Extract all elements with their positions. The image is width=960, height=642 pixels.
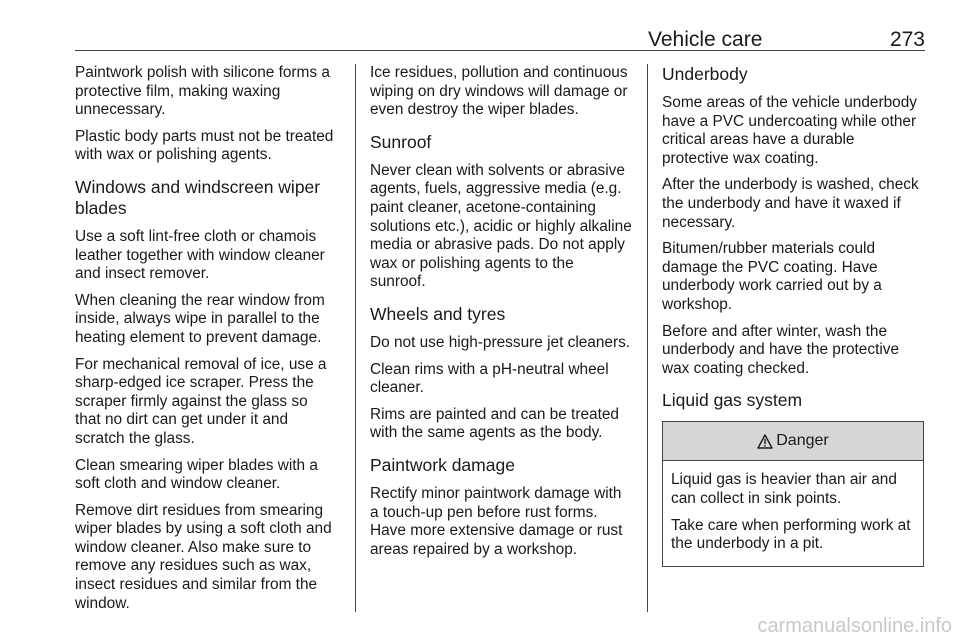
column-1 [75,64,337,621]
danger-box [662,421,924,566]
section-heading-underbody: Underbody [662,64,748,84]
body-paragraph: Paintwork polish with silicone forms a protective film, making waxing unnecessary. [75,64,330,119]
column-divider-1 [355,64,356,612]
body-paragraph: Some areas of the vehicle underbody have a PVC undercoating while other critical areas have a durable protective wax coating. [662,94,917,167]
danger-paragraph: Take care when performing work at the underbody in a pit. [671,516,911,553]
body-paragraph: Ice residues, pollution and continuous wiping on dry windows will damage or even destroy the wiper blades. [370,64,628,119]
section-heading-paintwork: Paintwork damage [370,454,515,475]
body-paragraph: Do not use high-pressure jet cleaners. [370,333,631,351]
body-paragraph: Rims are painted and can be treated with the same agents as the body. [370,405,619,442]
danger-header [663,422,923,461]
section-heading-liquid-gas: Liquid gas system [662,390,803,411]
body-paragraph: When cleaning the rear window from inside, always wipe in parallel to the heating element to prevent damage. [75,291,325,346]
section-heading-windows: Windows and windscreen wiper blades [75,176,321,218]
body-paragraph: Rectify minor paintwork damage with a touch-up pen before rust forms. Have more extensive damage or rust areas repaired by a workshop. [370,484,623,558]
header-rule [75,50,925,51]
section-title: Vehicle care [648,28,763,51]
danger-body [663,461,923,565]
body-paragraph: Never clean with solvents or abrasive agents, fuels, aggressive media (e.g. paint cleaner, acetone-containing solutions etc.), acidic or highly alkaline media or abrasive pads. Do not apply wax or polishing agents to the sunroof. [370,161,632,291]
body-paragraph: For mechanical removal of ice, use a sharp-edged ice scraper. Press the scraper firmly against the glass so that no dirt can get under it and scratch the glass. [75,355,327,447]
body-paragraph: Before and after winter, wash the underbody and have the protective wax coating checked. [662,322,900,377]
section-heading-sunroof: Sunroof [370,131,432,152]
column-2 [370,64,632,567]
body-paragraph: Use a soft lint-free cloth or chamois leather together with window cleaner and insect remover. [75,227,325,283]
danger-title: Danger [776,432,829,450]
body-paragraph: Clean rims with a pH-neutral wheel cleaner. [370,360,609,397]
body-paragraph: Remove dirt residues from smearing wiper blades by using a soft cloth and window cleaner. Also make sure to remove any residues such as wax, insect residues and similar from the window. [75,501,332,612]
body-paragraph: Bitumen/rubber materials could damage the PVC coating. Have underbody work carried out by a workshop. [662,240,882,313]
body-paragraph: Plastic body parts must not be treated with wax or polishing agents. [75,127,334,164]
page-number: 273 [889,28,925,51]
danger-paragraph: Liquid gas is heavier than air and can collect in sink points. [671,471,897,507]
body-paragraph: After the underbody is washed, check the underbody and have it waxed if necessary. [662,176,919,231]
warning-triangle-icon [757,434,773,449]
column-divider-2 [647,64,648,612]
watermark: carmanualsonline.info [757,615,952,637]
section-heading-wheels: Wheels and tyres [370,303,506,324]
page-header [648,26,925,52]
body-paragraph: Clean smearing wiper blades with a soft cloth and window cleaner. [75,456,318,493]
column-3 [662,64,924,567]
